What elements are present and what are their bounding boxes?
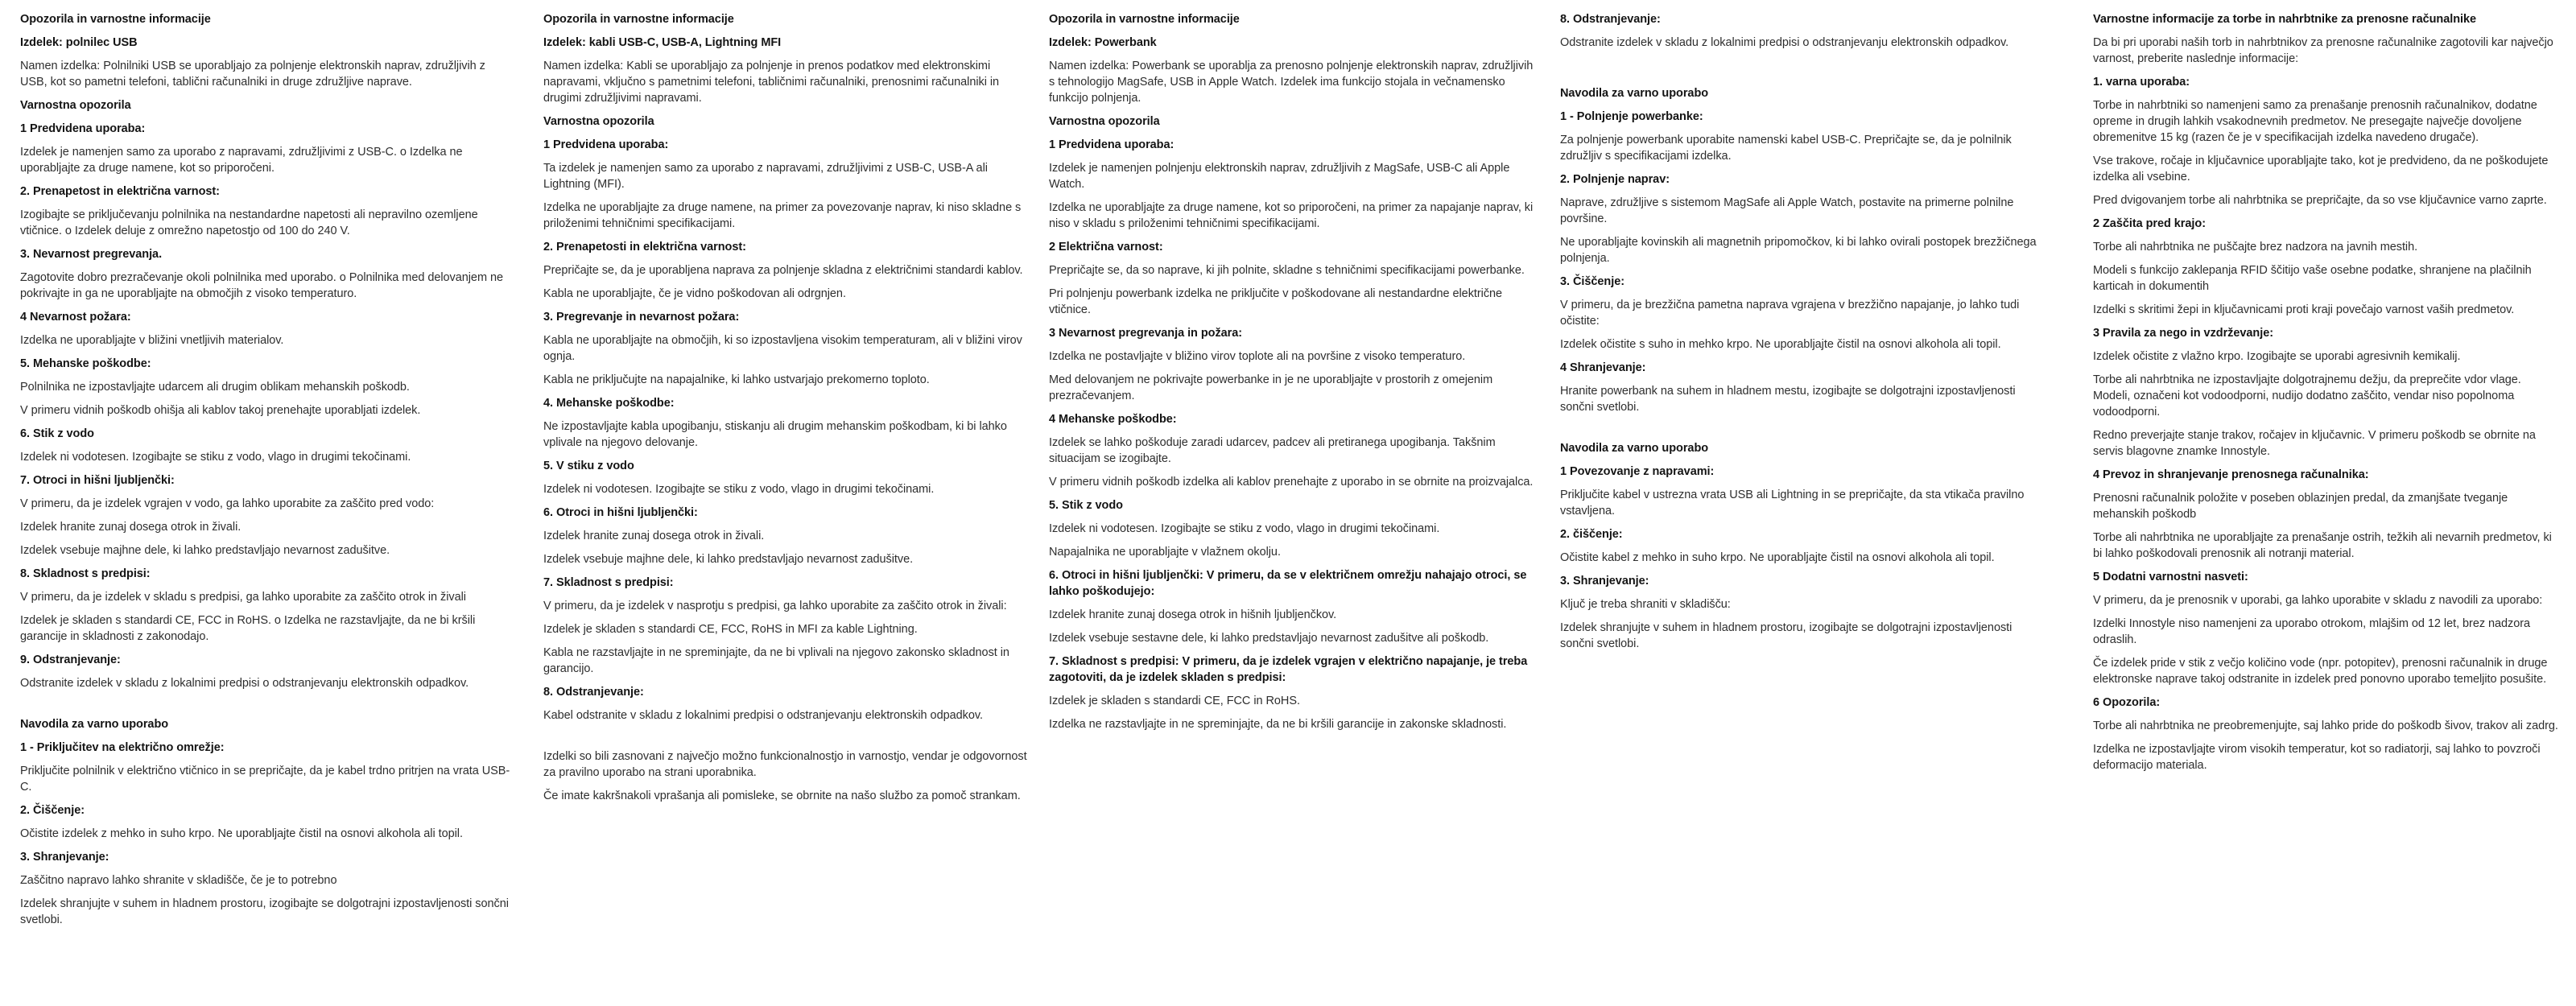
section-heading: Opozorila in varnostne informacije [543, 13, 734, 26]
paragraph: Izdelka ne uporabljajte za druge namene, na primer za povezovanje naprav, ki niso skladne s priloženimi tehničnimi specifikacijami. [543, 201, 1022, 230]
paragraph: Izdelek ni vodotesen. Izogibajte se stiku z vodo, vlago in drugimi tekočinami. [1049, 522, 1440, 535]
section-heading: Varnostna opozorila [20, 99, 131, 112]
paragraph: Izdelek je skladen s standardi CE, FCC in RoHS. [1049, 695, 1300, 707]
section-heading: Izdelek: polnilec USB [20, 36, 138, 49]
section-heading: 1 Predvidena uporaba: [1049, 138, 1174, 151]
paragraph: Izdelka ne izpostavljajte virom visokih temperatur, kot so radiatorji, saj lahko to povzroči deformacijo materiala. [2093, 743, 2541, 772]
section-heading: 3. Nevarnost pregrevanja. [20, 248, 163, 261]
paragraph: Prepričajte se, da so naprave, ki jih polnite, skladne s tehničnimi specifikacijami powerbanke. [1049, 264, 1525, 277]
paragraph: Izdelek hranite zunaj dosega otrok in hišnih ljubljenčkov. [1049, 608, 1337, 621]
paragraph: Izdelka ne razstavljajte in ne spreminjajte, da ne bi kršili garancije in zakonske skladnosti. [1049, 718, 1507, 731]
section-heading: Navodila za varno uporabo [1560, 442, 1709, 455]
section-heading: 4 Nevarnost požara: [20, 311, 131, 324]
section-heading: Opozorila in varnostne informacije [20, 13, 211, 26]
paragraph: Izdelka ne postavljajte v bližino virov toplote ali na površine z visoko temperaturo. [1049, 350, 1466, 363]
paragraph: Modeli s funkcijo zaklepanja RFID ščitijo vaše osebne podatke, shranjene na plačilnih karticah in dokumentih [2093, 264, 2532, 293]
section-heading: 3 Nevarnost pregrevanja in požara: [1049, 327, 1243, 340]
spacer [20, 691, 513, 709]
section-heading: 5 Dodatni varnostni nasveti: [2093, 571, 2248, 583]
section-heading: 1 Predvidena uporaba: [20, 122, 146, 135]
section-heading: 7. Skladnost s predpisi: V primeru, da je izdelek vgrajen v električno napajanje, je treba zagotoviti, da je izdelek skladen s predpisi: [1049, 655, 1528, 684]
section-heading: 5. Mehanske poškodbe: [20, 357, 151, 370]
paragraph: V primeru, da je izdelek vgrajen v vodo, ga lahko uporabite za zaščito pred vodo: [20, 497, 435, 510]
paragraph: Izdelek hranite zunaj dosega otrok in živali. [20, 521, 242, 534]
paragraph: Pred dvigovanjem torbe ali nahrbtnika se prepričajte, da so vse ključavnice varno zaprte. [2093, 194, 2547, 207]
section-heading: 3. Shranjevanje: [20, 851, 109, 864]
paragraph: V primeru, da je izdelek v skladu s predpisi, ga lahko uporabite za zaščito otrok in živali [20, 591, 466, 604]
section-heading: 7. Otroci in hišni ljubljenčki: [20, 474, 175, 487]
paragraph: Izdelek hranite zunaj dosega otrok in živali. [543, 530, 765, 542]
section-heading: 2. Polnjenje naprav: [1560, 173, 1670, 186]
paragraph: Izdelek ni vodotesen. Izogibajte se stiku z vodo, vlago in drugimi tekočinami. [20, 451, 411, 464]
section-heading: 1 - Polnjenje powerbanke: [1560, 110, 1703, 123]
spacer [543, 724, 1036, 741]
paragraph: Izdelek očistite s suho in mehko krpo. Ne uporabljajte čistil na osnovi alkohola ali topil. [1560, 338, 2001, 351]
paragraph: Izdelek shranjujte v suhem in hladnem prostoru, izogibajte se dolgotrajni izpostavljenosti sončni svetlobi. [1560, 621, 2013, 650]
paragraph: Prenosni računalnik položite v poseben oblazinjen predal, da zmanjšate tveganje mehanskih poškodb [2093, 492, 2508, 521]
paragraph: Torbe ali nahrbtnika ne preobremenjujte, saj lahko pride do poškodb šivov, trakov ali zadrg. [2093, 719, 2558, 732]
paragraph: Izdelek je namenjen polnjenju elektronskih naprav, združljivih z MagSafe, USB-C ali Apple Watch. [1049, 162, 1510, 191]
section-heading: 1 Predvidena uporaba: [543, 138, 669, 151]
paragraph: Zaščitno napravo lahko shranite v skladišče, če je to potrebno [20, 874, 337, 887]
paragraph: Kabla ne uporabljajte, če je vidno poškodovan ali odrgnjen. [543, 287, 846, 300]
paragraph: Odstranite izdelek v skladu z lokalnimi predpisi o odstranjevanju elektronskih odpadkov. [20, 677, 469, 690]
paragraph: Izdelek ni vodotesen. Izogibajte se stiku z vodo, vlago in drugimi tekočinami. [543, 483, 935, 496]
section-heading: Varnostna opozorila [543, 115, 654, 128]
paragraph: Kabla ne razstavljajte in ne spreminjajte, da ne bi vplivali na njegovo zakonsko skladnost in garancijo. [543, 646, 1009, 675]
paragraph: Kabel odstranite v skladu z lokalnimi predpisi o odstranjevanju elektronskih odpadkov. [543, 709, 983, 722]
paragraph: Izdelki so bili zasnovani z največjo možno funkcionalnostjo in varnostjo, vendar je odgovornost za pravilno uporabo na strani uporabnika. [543, 750, 1027, 779]
section-heading: 2. Prenapetosti in električna varnost: [543, 241, 746, 254]
section-heading: 1 - Priključitev na električno omrežje: [20, 741, 225, 754]
paragraph: Izdelek vsebuje sestavne dele, ki lahko predstavljajo nevarnost zadušitve ali poškodb. [1049, 632, 1489, 645]
paragraph: Očistite kabel z mehko in suho krpo. Ne uporabljajte čistil na osnovi alkohola ali topil. [1560, 551, 1995, 564]
section-heading: 8. Skladnost s predpisi: [20, 567, 151, 580]
spacer [1560, 415, 2047, 433]
section-heading: 2. Prenapetost in električna varnost: [20, 185, 220, 198]
paragraph: Izogibajte se priključevanju polnilnika na nestandardne napetosti ali nepravilno ozemljene vtičnice. o Izdelek deluje z omrežno napetostjo od 100 do 240 V. [20, 208, 478, 237]
section-heading: 8. Odstranjevanje: [1560, 13, 1661, 26]
section-heading: 3. Pregrevanje in nevarnost požara: [543, 311, 740, 324]
paragraph: Ne izpostavljajte kabla upogibanju, stiskanju ali drugim mehanskim poškodbam, ki bi lahko vplivale na njegovo delovanje. [543, 420, 1007, 449]
section-heading: Varnostne informacije za torbe in nahrbtnike za prenosne računalnike [2093, 13, 2477, 26]
section-heading: 2. Čiščenje: [20, 804, 85, 817]
section-heading: 6. Otroci in hišni ljubljenčki: V primeru, da se v električnem omrežju nahajajo otroci, se lahko poškodujejo: [1049, 569, 1527, 598]
section-heading: 3 Pravila za nego in vzdrževanje: [2093, 327, 2273, 340]
paragraph: V primeru vidnih poškodb ohišja ali kablov takoj prenehajte uporabljati izdelek. [20, 404, 421, 417]
paragraph: Ne uporabljajte kovinskih ali magnetnih pripomočkov, ki bi lahko ovirali postopek brezžičnega polnjenja. [1560, 236, 2037, 265]
paragraph: Če izdelek pride v stik z večjo količino vode (npr. potopitev), prenosni računalnik in druge elektronske naprave takoj odstranite in izdelek pred ponovno uporabo temeljito posušite. [2093, 657, 2548, 686]
section-heading: 3. Shranjevanje: [1560, 575, 1649, 588]
section-heading: 7. Skladnost s predpisi: [543, 576, 674, 589]
paragraph: Da bi pri uporabi naših torb in nahrbtnikov za prenosne računalnike zagotovili kar največjo varnost, preberite naslednje informacije: [2093, 36, 2553, 65]
section-heading: 6. Stik z vodo [20, 427, 94, 440]
column-usb-charger [20, 11, 513, 928]
paragraph: Med delovanjem ne pokrivajte powerbanke in je ne uporabljajte v prostorih z omejenim prezračevanjem. [1049, 373, 1493, 402]
paragraph: Izdelek je skladen s standardi CE, FCC, RoHS in MFI za kable Lightning. [543, 623, 918, 636]
paragraph: Izdelka ne uporabljajte v bližini vnetljivih materialov. [20, 334, 284, 347]
paragraph: Izdelek očistite z vlažno krpo. Izogibajte se uporabi agresivnih kemikalij. [2093, 350, 2461, 363]
section-heading: 4 Mehanske poškodbe: [1049, 413, 1177, 426]
paragraph: Izdelek vsebuje majhne dele, ki lahko predstavljajo nevarnost zadušitve. [20, 544, 390, 557]
section-heading: 8. Odstranjevanje: [543, 686, 644, 699]
paragraph: V primeru, da je izdelek v nasprotju s predpisi, ga lahko uporabite za zaščito otrok in živali: [543, 600, 1007, 612]
paragraph: Naprave, združljive s sistemom MagSafe ali Apple Watch, postavite na primerne polnilne površine. [1560, 196, 2014, 225]
section-heading: 6 Opozorila: [2093, 696, 2161, 709]
paragraph: Torbe ali nahrbtnika ne izpostavljajte dolgotrajnemu dežju, da preprečite vdor vlage. Modeli, označeni kot vodoodporni, nudijo dodatno zaščito, vendar niso popolnoma vodoodporni. [2093, 373, 2521, 418]
paragraph: Ta izdelek je namenjen samo za uporabo z napravami, združljivimi z USB-C, USB-A ali Lightning (MFI). [543, 162, 988, 191]
section-heading: Opozorila in varnostne informacije [1049, 13, 1240, 26]
paragraph: Namen izdelka: Kabli se uporabljajo za polnjenje in prenos podatkov med elektronskimi napravami, vključno s pametnimi telefoni, tabličnimi računalniki, prenosnimi računalniki in drugimi združljivimi napravami. [543, 60, 1000, 105]
paragraph: Izdelka ne uporabljajte za druge namene, kot so priporočeni, na primer za napajanje naprav, ki niso v skladu s priloženimi tehničnimi specifikacijami. [1049, 201, 1534, 230]
paragraph: V primeru, da je prenosnik v uporabi, ga lahko uporabite v skladu z navodili za uporabo: [2093, 594, 2543, 607]
section-heading: Izdelek: kabli USB-C, USB-A, Lightning MFI [543, 36, 782, 49]
section-heading: 4 Prevoz in shranjevanje prenosnega računalnika: [2093, 468, 2369, 481]
paragraph: Napajalnika ne uporabljajte v vlažnem okolju. [1049, 546, 1281, 559]
section-heading: 5. V stiku z vodo [543, 460, 634, 472]
column-powerbank [1049, 11, 1542, 732]
section-heading: 4 Shranjevanje: [1560, 361, 1646, 374]
paragraph: Izdelek vsebuje majhne dele, ki lahko predstavljajo nevarnost zadušitve. [543, 553, 914, 566]
section-heading: 2 Zaščita pred krajo: [2093, 217, 2206, 230]
paragraph: Polnilnika ne izpostavljajte udarcem ali drugim oblikam mehanskih poškodb. [20, 381, 410, 394]
paragraph: Namen izdelka: Powerbank se uporablja za prenosno polnjenje elektronskih naprav, združljivih s tehnologijo MagSafe, USB in Apple Watch. Izdelek ima funkcijo stojala in večnamensko funkcijo polnjenja. [1049, 60, 1534, 105]
paragraph: Torbe ali nahrbtnika ne uporabljajte za prenašanje ostrih, težkih ali nevarnih predmetov, ki bi lahko poškodovali prenosnik ali notranji material. [2093, 531, 2552, 560]
paragraph: Pri polnjenju powerbank izdelka ne priključite v poškodovane ali nestandardne električne vtičnice. [1049, 287, 1503, 316]
paragraph: V primeru vidnih poškodb izdelka ali kablov prenehajte z uporabo in se obrnite na proizvajalca. [1049, 476, 1534, 489]
paragraph: Namen izdelka: Polnilniki USB se uporabljajo za polnjenje elektronskih naprav, združljivih z USB, kot so pametni telefoni, tablični računalniki in druge združljive naprave. [20, 60, 485, 89]
section-heading: 3. Čiščenje: [1560, 275, 1624, 288]
paragraph: Kabla ne priključujte na napajalnike, ki lahko ustvarjajo prekomerno toploto. [543, 373, 930, 386]
paragraph: Izdelek je skladen s standardi CE, FCC in RoHS. o Izdelka ne razstavljajte, da ne bi kršili garancije in skladnosti z zakonodajo. [20, 614, 476, 643]
paragraph: Redno preverjajte stanje trakov, ročajev in ključavnic. V primeru poškodb se obrnite na servis blagovne znamke Innostyle. [2093, 429, 2536, 458]
paragraph: Vse trakove, ročaje in ključavnice uporabljajte tako, kot je predvideno, da ne poškodujete izdelka ali vsebine. [2093, 155, 2549, 183]
section-heading: 4. Mehanske poškodbe: [543, 397, 675, 410]
paragraph: Če imate kakršnakoli vprašanja ali pomisleke, se obrnite na našo službo za pomoč strankam. [543, 790, 1021, 802]
paragraph: Očistite izdelek z mehko in suho krpo. Ne uporabljajte čistil na osnovi alkohola ali topil. [20, 827, 463, 840]
paragraph: Ključ je treba shraniti v skladišču: [1560, 598, 1731, 611]
paragraph: V primeru, da je brezžična pametna naprava vgrajena v brezžično napajanje, jo lahko tudi očistite: [1560, 299, 2020, 328]
paragraph: Izdelek je namenjen samo za uporabo z napravami, združljivimi z USB-C. o Izdelka ne uporabljajte za druge namene, kot so priporočeni. [20, 146, 463, 175]
paragraph: Izdelek shranjujte v suhem in hladnem prostoru, izogibajte se dolgotrajni izpostavljenosti sončni svetlobi. [20, 897, 509, 926]
section-heading: 9. Odstranjevanje: [20, 653, 121, 666]
paragraph: Priključite kabel v ustrezna vrata USB ali Lightning in se prepričajte, da sta vtikača pravilno vstavljena. [1560, 489, 2025, 517]
paragraph: Torbe in nahrbtniki so namenjeni samo za prenašanje prenosnih računalnikov, dodatne opreme in drugih lahkih vsakodnevnih predmetov. Ne presegajte največje dovoljene obremenitve 15 kg (razen če je v specifikacijah izdelka navedeno drugače). [2093, 99, 2537, 144]
column-laptop-bags [2093, 11, 2558, 773]
section-heading: 1. varna uporaba: [2093, 76, 2190, 89]
section-heading: 1 Povezovanje z napravami: [1560, 465, 1715, 478]
section-heading: Navodila za varno uporabo [1560, 87, 1709, 100]
paragraph: Priključite polnilnik v električno vtičnico in se prepričajte, da je kabel trdno pritrjen na vrata USB-C. [20, 765, 510, 794]
column-powerbank-instructions [1560, 11, 2047, 652]
section-heading: Izdelek: Powerbank [1049, 36, 1157, 49]
section-heading: Varnostna opozorila [1049, 115, 1160, 128]
section-heading: 2 Električna varnost: [1049, 241, 1163, 254]
paragraph: Prepričajte se, da je uporabljena naprava za polnjenje skladna z električnimi standardi kablov. [543, 264, 1023, 277]
paragraph: Torbe ali nahrbtnika ne puščajte brez nadzora na javnih mestih. [2093, 241, 2418, 254]
spacer [1560, 51, 2047, 78]
paragraph: Kabla ne uporabljajte na območjih, ki so izpostavljena visokim temperaturam, ali v bližini virov ognja. [543, 334, 1022, 363]
paragraph: Hranite powerbank na suhem in hladnem mestu, izogibajte se dolgotrajni izpostavljenosti sončni svetlobi. [1560, 385, 2016, 414]
section-heading: 6. Otroci in hišni ljubljenčki: [543, 506, 698, 519]
section-heading: 2. čiščenje: [1560, 528, 1623, 541]
paragraph: Izdelek se lahko poškoduje zaradi udarcev, padcev ali pretiranega upogibanja. Takšnim situacijam se izogibajte. [1049, 436, 1496, 465]
paragraph: Izdelki s skritimi žepi in ključavnicami proti kraji povečajo varnost vaših predmetov. [2093, 303, 2515, 316]
paragraph: Za polnjenje powerbank uporabite namenski kabel USB-C. Prepričajte se, da je polnilnik združljiv s specifikacijami izdelka. [1560, 134, 2012, 163]
paragraph: Izdelki Innostyle niso namenjeni za uporabo otrokom, mlajšim od 12 let, brez nadzora odraslih. [2093, 617, 2531, 646]
paragraph: Zagotovite dobro prezračevanje okoli polnilnika med uporabo. o Polnilnika med delovanjem ne pokrivajte in ga ne uporabljajte na območjih z visoko temperaturo. [20, 271, 503, 300]
section-heading: 5. Stik z vodo [1049, 499, 1123, 512]
column-cables [543, 11, 1036, 804]
paragraph: Odstranite izdelek v skladu z lokalnimi predpisi o odstranjevanju elektronskih odpadkov. [1560, 36, 2009, 49]
section-heading: Navodila za varno uporabo [20, 718, 169, 731]
